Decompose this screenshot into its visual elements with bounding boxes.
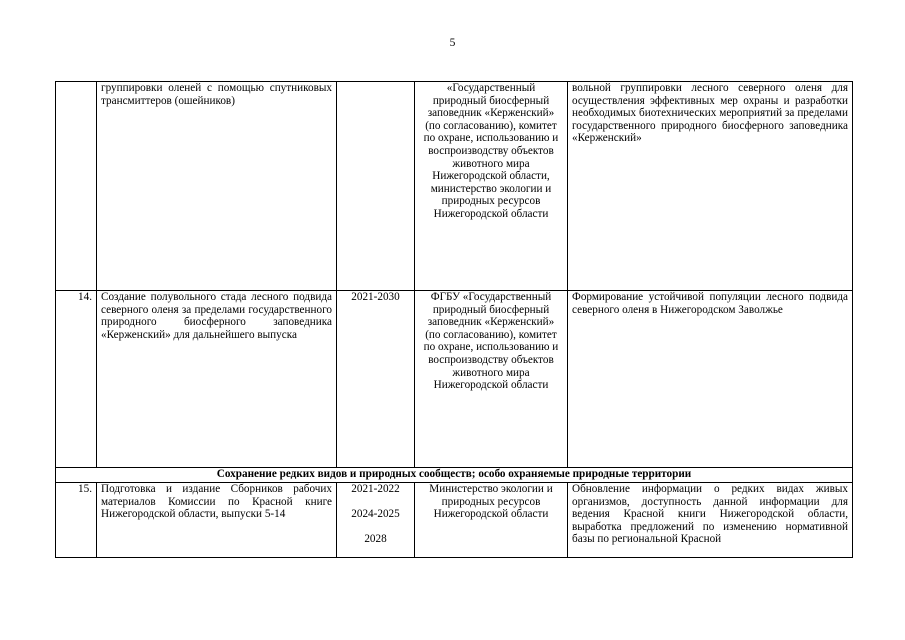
expected-result: Формирование устойчивой популяции лесного подвида северного оленя в Нижегородском Заволжье: [568, 291, 853, 468]
table-row: [56, 483, 853, 558]
period: 2021-2030: [337, 291, 415, 468]
executor: ФГБУ «Государственный природный биосферный заповедник «Керженский» (по согласованию), комитет по охране, использованию и воспроизводству объектов животного мира Нижегородской области: [415, 291, 568, 468]
measure-name: Подготовка и издание Сборников рабочих материалов Комиссии по Красной книге Нижегородской области, выпуски 5-14: [97, 483, 337, 558]
executor: «Государственный природный биосферный заповедник «Керженский» (по согласованию), комитет по охране, использованию и воспроизводству объектов животного мира Нижегородской области, министерство экологии и природных ресурсов Нижегородской области: [415, 82, 568, 291]
executor: Министерство экологии и природных ресурсов Нижегородской области: [415, 483, 568, 558]
section-row: [56, 468, 853, 483]
period-line: 2028: [364, 533, 387, 546]
period: [337, 82, 415, 291]
table-row: [56, 82, 853, 291]
row-number: [56, 82, 97, 291]
page-number: 5: [449, 37, 456, 49]
period: [337, 483, 415, 558]
table-row: [56, 291, 853, 468]
period-line: 2021-2022: [351, 483, 400, 495]
expected-result: Обновление информации о редких видах живых организмов, доступность данной информации для ведения Красной книги Нижегородской области, выработка предложений по изменению нормативной базы по региональной Красной: [568, 483, 853, 558]
measure-name: Создание полувольного стада лесного подвида северного оленя за пределами государственного природного биосферного заповедника «Керженский» для дальнейшего выпуска: [97, 291, 337, 468]
section-title: Сохранение редких видов и природных сообществ; особо охраняемые природные территории: [56, 468, 853, 483]
row-number: 14.: [56, 291, 97, 468]
period-line: 2024-2025: [351, 508, 400, 521]
measures-table: [55, 81, 853, 558]
expected-result: вольной группировки лесного северного оленя для осуществления эффективных мер охраны и разработки необходимых биотехнических мероприятий за пределами государственного природного биосферного заповедника «Керженский»: [568, 82, 853, 291]
measure-name: группировки оленей с помощью спутниковых трансмиттеров (ошейников): [97, 82, 337, 291]
row-number: 15.: [56, 483, 97, 558]
